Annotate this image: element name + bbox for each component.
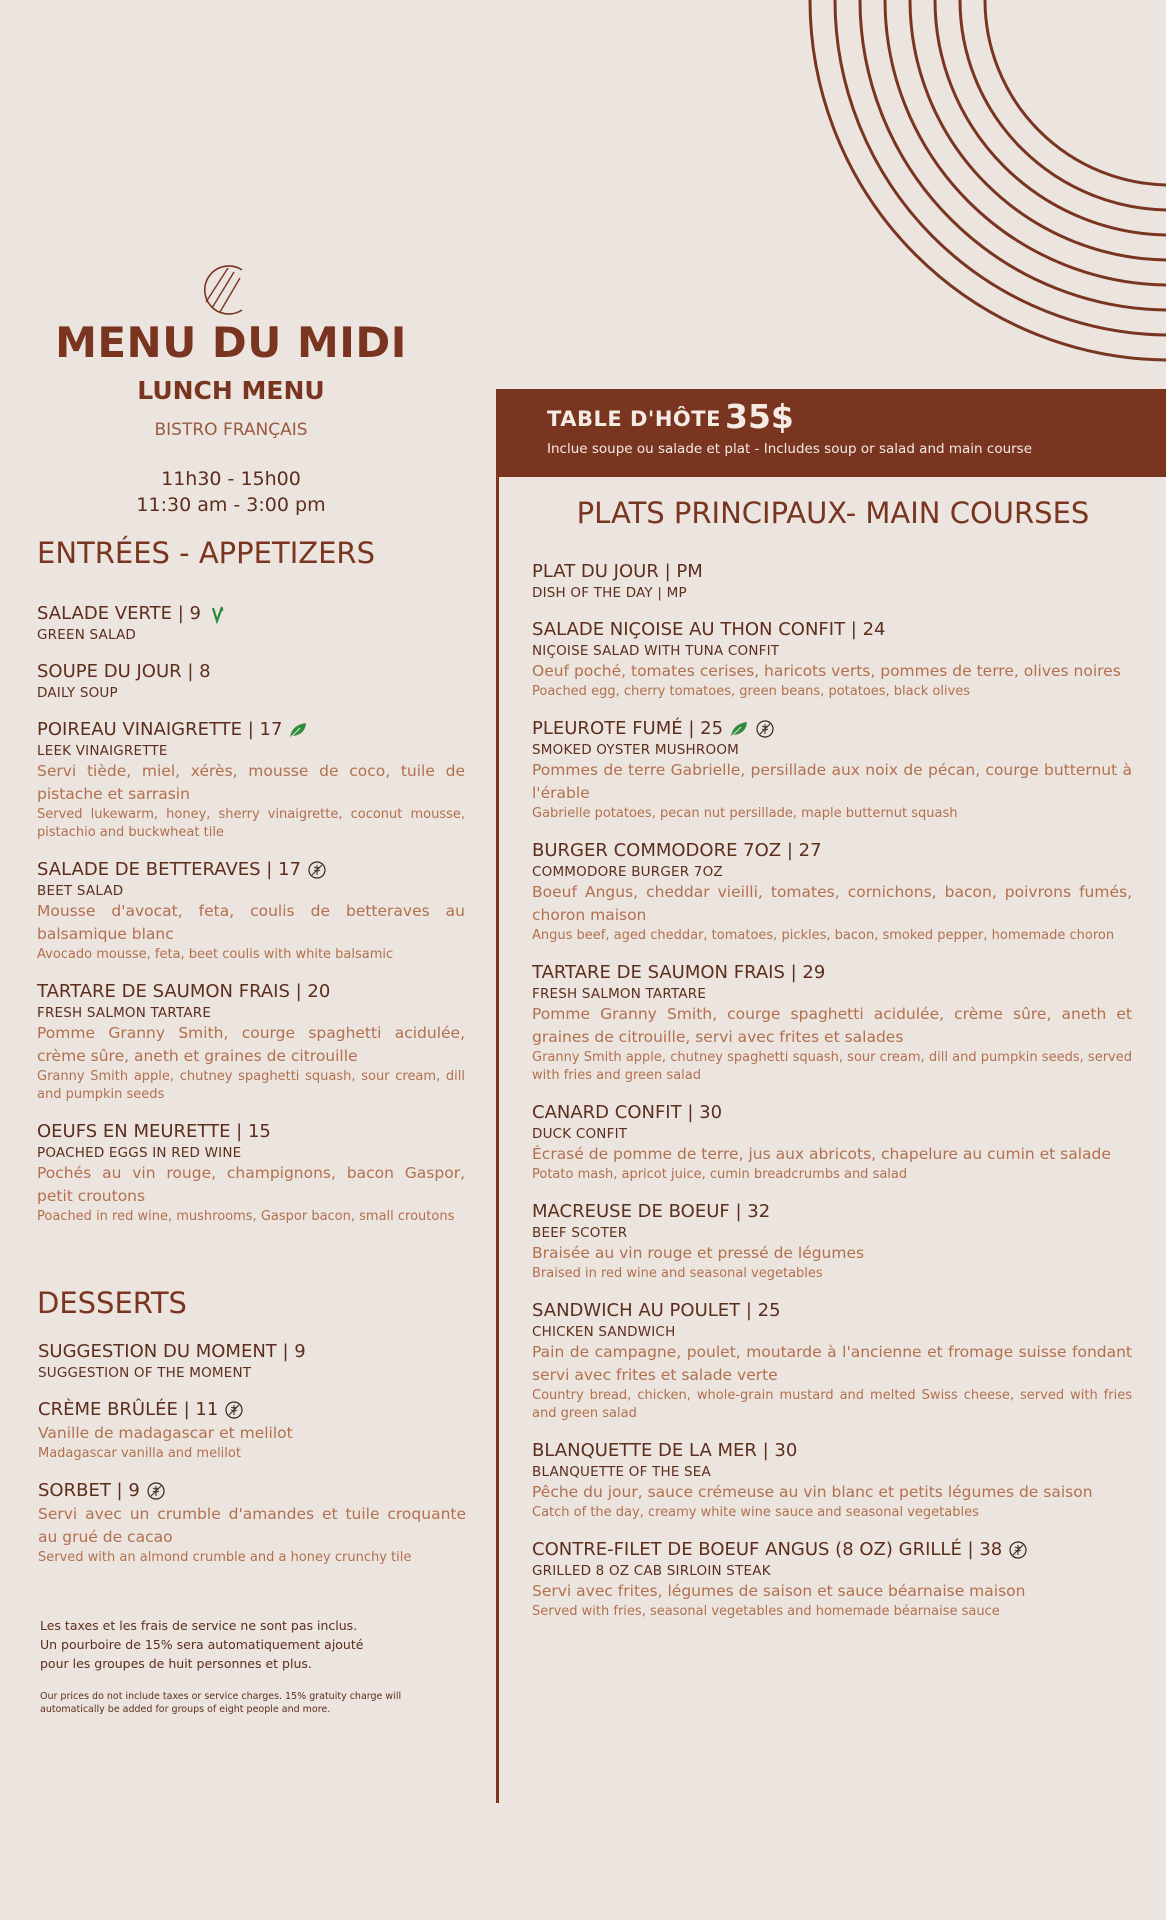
item-name	[532, 717, 1132, 741]
item-description-en: Avocado mousse, feta, beet coulis with white balsamic	[37, 947, 394, 962]
tax-note-en-line: Our prices do not include taxes or service charges. 15% gratuity charge will	[40, 1691, 402, 1702]
item-name-text: CRÈME BRÛLÉE | 11	[38, 1399, 219, 1420]
menu-item	[38, 1398, 466, 1463]
item-name	[532, 1101, 1132, 1125]
item-name-text: SALADE NIÇOISE AU THON CONFIT | 24	[532, 619, 886, 640]
menu-subtitle: LUNCH MENU	[137, 376, 325, 405]
item-english-name: DUCK CONFIT	[532, 1126, 628, 1142]
item-name-text: CONTRE-FILET DE BOEUF ANGUS (8 OZ) GRILLÉ | 38	[532, 1539, 1003, 1560]
item-name-text: MACREUSE DE BOEUF | 32	[532, 1201, 771, 1222]
item-name-text: TARTARE DE SAUMON FRAIS | 20	[37, 981, 331, 1002]
item-english-name: LEEK VINAIGRETTE	[37, 743, 168, 759]
item-description-en: Gabrielle potatoes, pecan nut persillade, maple butternut squash	[532, 806, 958, 821]
item-description-fr: Braisée au vin rouge et pressé de légumes	[532, 1244, 865, 1262]
item-english-name: SUGGESTION OF THE MOMENT	[38, 1365, 252, 1381]
item-english-name: BLANQUETTE OF THE SEA	[532, 1464, 711, 1480]
item-english-name: BEEF SCOTER	[532, 1225, 628, 1241]
item-name-text: POIREAU VINAIGRETTE | 17	[37, 719, 283, 740]
gluten-free-icon	[146, 1481, 166, 1501]
item-name	[532, 1200, 1132, 1224]
item-name-text: PLAT DU JOUR | PM	[532, 561, 703, 582]
item-description-fr: Servi tiède, miel, xérès, mousse de coco, tuile de pistache et sarrasin	[37, 762, 465, 803]
item-name-text: PLEUROTE FUMÉ | 25	[532, 718, 724, 739]
menu-item	[37, 660, 465, 702]
item-name-text: SANDWICH AU POULET | 25	[532, 1300, 781, 1321]
item-name	[532, 1439, 1132, 1463]
gluten-free-icon	[307, 860, 327, 880]
item-name-text: SORBET | 9	[38, 1480, 140, 1501]
item-description-fr: Servi avec un crumble d'amandes et tuile croquante au grué de cacao	[38, 1505, 466, 1546]
tax-note-en	[40, 1690, 440, 1716]
menu-item	[532, 839, 1132, 945]
item-english-name: NIÇOISE SALAD WITH TUNA CONFIT	[532, 643, 780, 659]
item-description-en: Poached in red wine, mushrooms, Gaspor bacon, small croutons	[37, 1209, 455, 1224]
item-description-fr: Boeuf Angus, cheddar vieilli, tomates, cornichons, bacon, poivrons fumés, choron maison	[532, 883, 1132, 924]
item-description-fr: Pomme Granny Smith, courge spaghetti acidulée, crème sûre, aneth et graines de citrouille, servi avec frites et salades	[532, 1005, 1132, 1046]
item-name	[37, 858, 465, 882]
item-description-en: Catch of the day, creamy white wine sauce and seasonal vegetables	[532, 1505, 979, 1520]
table-dhote-label: TABLE D'HÔTE	[547, 407, 721, 431]
menu-item	[532, 1299, 1132, 1423]
item-name	[37, 602, 465, 626]
item-name	[37, 660, 465, 684]
main-courses-list	[532, 560, 1132, 1637]
menu-item	[532, 717, 1132, 823]
desserts-list	[38, 1340, 466, 1583]
item-name-text: BURGER COMMODORE 7OZ | 27	[532, 840, 822, 861]
item-description-en: Served with fries, seasonal vegetables and homemade béarnaise sauce	[532, 1604, 1000, 1619]
item-description-en: Granny Smith apple, chutney spaghetti squash, sour cream, dill and pumpkin seeds	[37, 1069, 465, 1102]
menu-item	[37, 980, 465, 1104]
item-english-name: BEET SALAD	[37, 883, 124, 899]
item-description-fr: Pomme Granny Smith, courge spaghetti acidulée, crème sûre, aneth et graines de citrouille	[37, 1024, 465, 1065]
item-english-name: CHICKEN SANDWICH	[532, 1324, 676, 1340]
menu-item	[37, 1120, 465, 1226]
item-description-en: Country bread, chicken, whole-grain mustard and melted Swiss cheese, served with fries and green salad	[532, 1388, 1132, 1421]
menu-item	[532, 618, 1132, 701]
table-dhote-price: 35$	[725, 397, 794, 436]
item-description-en: Granny Smith apple, chutney spaghetti squash, sour cream, dill and pumpkin seeds, served with fries and green salad	[532, 1050, 1132, 1083]
vegan-icon	[207, 604, 227, 624]
item-description-fr: Écrasé de pomme de terre, jus aux abricots, chapelure au cumin et salade	[532, 1145, 1111, 1163]
opening-hours	[0, 466, 462, 518]
item-name	[532, 618, 1132, 642]
desserts-heading: DESSERTS	[37, 1286, 187, 1320]
menu-title: MENU DU MIDI	[55, 318, 407, 367]
menu-item	[532, 1101, 1132, 1184]
menu-item	[37, 858, 465, 964]
hours-en: 11:30 am - 3:00 pm	[136, 494, 326, 516]
item-description-fr: Oeuf poché, tomates cerises, haricots verts, pommes de terre, olives noires	[532, 662, 1121, 680]
item-name	[532, 839, 1132, 863]
appetizers-list	[37, 602, 465, 1242]
menu-item	[532, 961, 1132, 1085]
item-name-text: SALADE DE BETTERAVES | 17	[37, 859, 301, 880]
item-description-en: Potato mash, apricot juice, cumin breadcrumbs and salad	[532, 1167, 908, 1182]
item-name	[37, 980, 465, 1004]
gluten-free-icon	[755, 719, 775, 739]
menu-item	[532, 560, 1132, 602]
item-name-text: SALADE VERTE | 9	[37, 603, 201, 624]
menu-item	[38, 1340, 466, 1382]
item-description-fr: Pain de campagne, poulet, moutarde à l'ancienne et fromage suisse fondant servi avec frites et salade verte	[532, 1343, 1132, 1384]
item-english-name: FRESH SALMON TARTARE	[37, 1005, 212, 1021]
tax-note-fr-line: Un pourboire de 15% sera automatiquement ajouté	[40, 1637, 364, 1652]
menu-item	[37, 602, 465, 644]
item-english-name: DISH OF THE DAY | MP	[532, 585, 687, 601]
item-name-text: SOUPE DU JOUR | 8	[37, 661, 211, 682]
leaf-icon	[729, 719, 749, 739]
item-description-en: Madagascar vanilla and melilot	[38, 1446, 241, 1461]
item-description-en: Braised in red wine and seasonal vegetables	[532, 1266, 823, 1281]
item-english-name: FRESH SALMON TARTARE	[532, 986, 707, 1002]
item-name	[37, 718, 465, 742]
item-name	[532, 961, 1132, 985]
item-name-text: TARTARE DE SAUMON FRAIS | 29	[532, 962, 826, 983]
item-name	[38, 1479, 466, 1503]
item-name-text: CANARD CONFIT | 30	[532, 1102, 723, 1123]
menu-item	[532, 1200, 1132, 1283]
column-divider	[496, 389, 499, 1803]
item-name	[38, 1340, 466, 1364]
item-english-name: DAILY SOUP	[37, 685, 118, 701]
item-name	[532, 560, 1132, 584]
hours-fr: 11h30 - 15h00	[161, 468, 301, 490]
item-name-text: SUGGESTION DU MOMENT | 9	[38, 1341, 306, 1362]
restaurant-name: BISTRO FRANÇAIS	[154, 420, 308, 440]
gluten-free-icon	[224, 1400, 244, 1420]
item-description-en: Poached egg, cherry tomatoes, green beans, potatoes, black olives	[532, 684, 971, 699]
item-name-text: OEUFS EN MEURETTE | 15	[37, 1121, 271, 1142]
tax-note-fr-line: Les taxes et les frais de service ne sont pas inclus.	[40, 1618, 358, 1633]
item-description-fr: Pochés au vin rouge, champignons, bacon Gaspor, petit croutons	[37, 1164, 465, 1205]
item-english-name: COMMODORE BURGER 7OZ	[532, 864, 723, 880]
item-name	[532, 1299, 1132, 1323]
item-description-en: Served lukewarm, honey, sherry vinaigrette, coconut mousse, pistachio and buckwheat tile	[37, 807, 465, 840]
leaf-icon	[288, 720, 308, 740]
item-description-fr: Pommes de terre Gabrielle, persillade aux noix de pécan, courge butternut à l'érable	[532, 761, 1132, 802]
menu-item	[37, 718, 465, 842]
menu-item	[532, 1538, 1132, 1621]
item-description-fr: Pêche du jour, sauce crémeuse au vin blanc et petits légumes de saison	[532, 1483, 1093, 1501]
item-english-name: GRILLED 8 OZ CAB SIRLOIN STEAK	[532, 1563, 771, 1579]
item-name	[532, 1538, 1132, 1562]
tax-note-fr-line: pour les groupes de huit personnes et plus.	[40, 1656, 312, 1671]
decorative-arcs	[700, 0, 1166, 370]
item-description-fr: Servi avec frites, légumes de saison et sauce béarnaise maison	[532, 1582, 1026, 1600]
item-english-name: POACHED EGGS IN RED WINE	[37, 1145, 242, 1161]
main-courses-heading: PLATS PRINCIPAUX- MAIN COURSES	[576, 496, 1090, 530]
tax-note-fr	[40, 1616, 400, 1673]
appetizers-heading: ENTRÉES - APPETIZERS	[37, 536, 375, 570]
item-english-name: GREEN SALAD	[37, 627, 137, 643]
menu-item	[532, 1439, 1132, 1522]
table-dhote-note: Inclue soupe ou salade et plat - Includes soup or salad and main course	[547, 441, 1033, 457]
menu-item	[38, 1479, 466, 1567]
tax-note-en-line: automatically be added for groups of eight people and more.	[40, 1704, 331, 1715]
item-name-text: BLANQUETTE DE LA MER | 30	[532, 1440, 798, 1461]
item-description-en: Angus beef, aged cheddar, tomatoes, pickles, bacon, smoked pepper, homemade choron	[532, 928, 1115, 943]
gluten-free-icon	[1008, 1540, 1028, 1560]
item-name	[37, 1120, 465, 1144]
bistro-logo	[198, 262, 254, 318]
table-dhote-banner	[497, 389, 1166, 477]
item-name	[38, 1398, 466, 1422]
item-description-en: Served with an almond crumble and a honey crunchy tile	[38, 1550, 412, 1565]
item-english-name: SMOKED OYSTER MUSHROOM	[532, 742, 739, 758]
item-description-fr: Mousse d'avocat, feta, coulis de betteraves au balsamique blanc	[37, 902, 465, 943]
item-description-fr: Vanille de madagascar et melilot	[38, 1424, 293, 1442]
